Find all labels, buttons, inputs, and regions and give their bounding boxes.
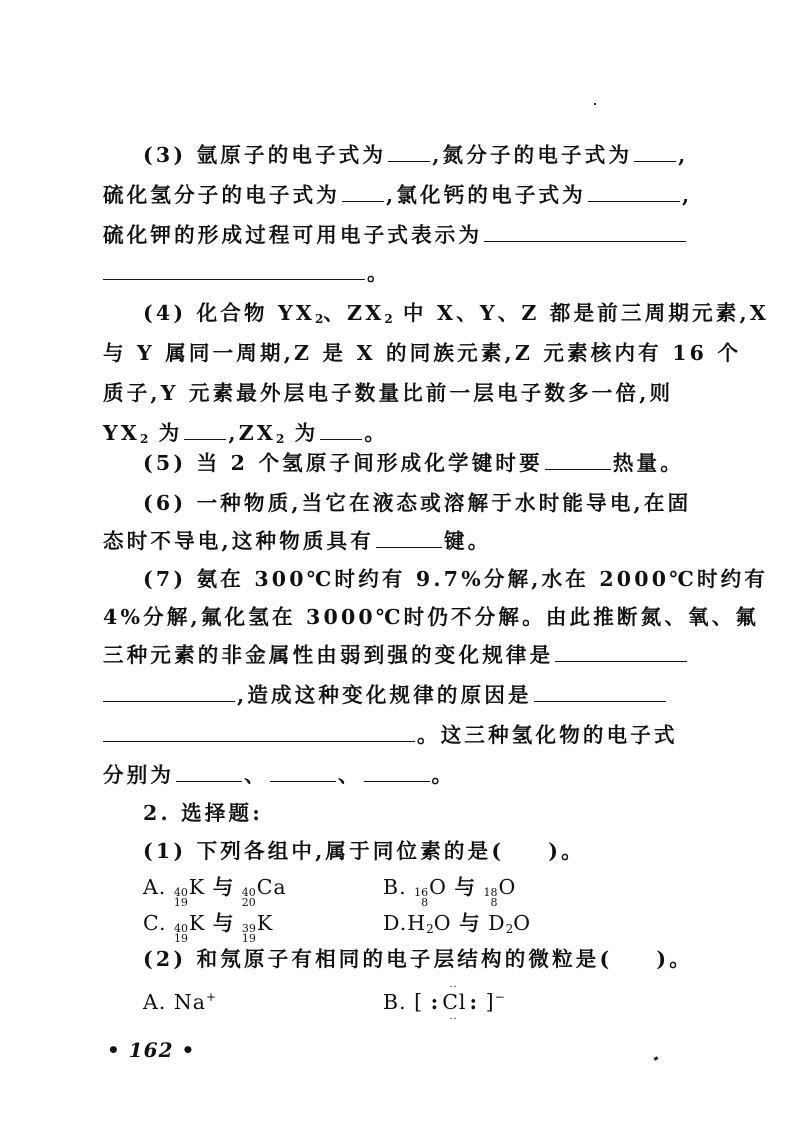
page-number: • 162 • [107, 1038, 196, 1062]
q7-line-6 [103, 760, 455, 790]
q3-text: ,氯化钙的电子式为 [386, 183, 586, 207]
q3-line-3 [103, 220, 688, 250]
element-symbol: K [189, 911, 206, 935]
stem-text: )。 [656, 947, 694, 971]
formula-text: H [407, 911, 427, 935]
joiner-text: 与 [459, 911, 481, 935]
q6-text: (6) 一种物质,当它在液态或溶解于水时能导电,在固 [143, 491, 692, 515]
mass-number: 39 [241, 922, 256, 935]
q4-text: ,ZX [228, 421, 276, 445]
q7-line-3 [103, 640, 689, 670]
q3-line-1 [143, 140, 688, 170]
mc-q1-option-b[interactable] [383, 872, 516, 908]
q4-text: 。 [364, 421, 389, 445]
subscript: 2 [275, 432, 285, 446]
q6-line-2 [103, 526, 491, 556]
section-2-heading [143, 798, 263, 828]
formula-text: O [433, 911, 452, 935]
q4-text: (4) 化合物 YX [143, 301, 315, 325]
document-page [103, 0, 769, 1147]
q7-line-5 [103, 720, 678, 750]
mc-q1-stem [143, 836, 585, 866]
atomic-number: 20 [241, 896, 256, 909]
q6-text: 态时不导电,这种物质具有 [103, 529, 375, 553]
answer-blank[interactable] [103, 681, 235, 702]
stem-text: (1) 下列各组中,属于同位素的是( [143, 839, 505, 863]
atomic-number: 19 [173, 896, 188, 909]
q4-text: 中 X、Y、Z 都是前三周期元素,X [392, 301, 769, 325]
electron-dots: : [430, 990, 440, 1014]
heading-text: 2. 选择题: [143, 801, 264, 825]
option-label: B. [383, 990, 407, 1014]
q3-text: , [681, 183, 693, 207]
q3-text: 硫化氢分子的电子式为 [103, 183, 340, 207]
answer-blank[interactable] [484, 221, 686, 242]
electron-dots: ·· [449, 982, 458, 993]
stem-text: (2) 和氖原子有相同的电子层结构的微粒是( [143, 947, 613, 971]
electron-dots: : [469, 990, 479, 1014]
mc-q1-option-d[interactable] [383, 908, 531, 944]
q7-line-2 [103, 602, 759, 632]
charge-superscript: + [206, 990, 217, 1004]
option-label: A. [143, 990, 167, 1014]
formula-text: D [488, 911, 506, 935]
answer-blank[interactable] [320, 419, 362, 440]
q5-line [143, 448, 684, 478]
lewis-structure [439, 982, 469, 1025]
isotope-notation [484, 888, 498, 908]
q7-line-4 [103, 680, 668, 710]
element-symbol: K [188, 875, 206, 899]
q4-text: 质子,Y 元素最外层电子数量比前一层电子数多一倍,则 [103, 381, 674, 405]
answer-blank[interactable] [376, 527, 442, 548]
q6-text: 键。 [444, 529, 492, 553]
q3-text: (3) 氩原子的电子式为 [143, 143, 387, 167]
mc-q1-option-a[interactable] [143, 872, 287, 908]
answer-blank[interactable] [103, 259, 365, 280]
option-label: C. [143, 911, 167, 935]
q4-text: 为 [148, 421, 183, 445]
q3-line-4 [103, 258, 391, 288]
mass-number: 40 [241, 886, 256, 899]
answer-blank[interactable] [555, 641, 687, 662]
subscript: 2 [139, 432, 149, 446]
q4-text: YX [103, 421, 140, 445]
q3-line-2 [103, 180, 692, 210]
answer-blank[interactable] [545, 449, 611, 470]
q7-text: 。这三种氢化物的电子式 [417, 723, 678, 747]
mass-number: 40 [174, 922, 189, 935]
q7-text: 。 [431, 763, 456, 787]
scan-speck [594, 103, 596, 105]
element-symbol: Cl [442, 990, 467, 1014]
answer-blank[interactable] [103, 721, 415, 742]
stem-text: )。 [548, 839, 585, 863]
q3-text: 硫化钾的形成过程可用电子式表示为 [103, 223, 483, 247]
joiner-text: 与 [454, 875, 476, 899]
option-label: D. [383, 911, 408, 935]
subscript: 2 [314, 312, 324, 326]
isotope-notation [242, 888, 256, 908]
element-symbol: K [256, 911, 274, 935]
electron-dots: ·· [449, 1014, 458, 1025]
atomic-number: 19 [241, 932, 256, 945]
isotope-notation [174, 888, 188, 908]
q7-text: 分别为 [103, 763, 175, 787]
answer-blank[interactable] [342, 181, 384, 202]
mass-number: 16 [414, 886, 429, 899]
isotope-notation [414, 888, 428, 908]
mass-number: 40 [173, 886, 188, 899]
answer-blank[interactable] [176, 761, 242, 782]
q3-text: 。 [367, 261, 391, 285]
atomic-number: 8 [421, 896, 429, 909]
q3-text: ,氮分子的电子式为 [432, 143, 633, 167]
option-label: B. [383, 875, 407, 899]
joiner-text: 与 [212, 911, 235, 935]
subscript: 2 [505, 922, 514, 936]
mc-q2-stem [143, 944, 693, 974]
q7-text: 三种元素的非金属性由弱到强的变化规律是 [103, 643, 554, 667]
q4-line-2 [103, 338, 741, 368]
bracket-open: [ [414, 990, 424, 1014]
mc-q1-option-c[interactable] [143, 908, 273, 944]
formula-text: O [513, 911, 532, 935]
charge-superscript: − [494, 990, 505, 1004]
answer-blank[interactable] [588, 181, 680, 202]
q7-line-1 [143, 564, 768, 594]
element-symbol: O [498, 875, 517, 899]
answer-blank[interactable] [364, 761, 430, 782]
answer-blank[interactable] [184, 419, 226, 440]
mass-number: 18 [483, 886, 498, 899]
atomic-number: 19 [174, 932, 189, 945]
q5-text: (5) 当 2 个氢原子间形成化学键时要 [143, 451, 543, 475]
joiner-text: 与 [212, 875, 235, 899]
q4-text: 与 Y 属同一周期,Z 是 X 的同族元素,Z 元素核内有 16 个 [103, 341, 742, 365]
answer-blank[interactable] [634, 141, 676, 162]
isotope-notation [242, 924, 256, 944]
bracket-close: ] [485, 990, 495, 1014]
atomic-number: 8 [490, 896, 498, 909]
answer-blank[interactable] [388, 141, 430, 162]
q5-text: 热量。 [612, 451, 684, 475]
ion-symbol: Na [173, 990, 207, 1014]
q7-text: 4%分解,氟化氢在 3000℃时仍不分解。由此推断氮、氧、氟 [103, 605, 760, 629]
answer-blank[interactable] [270, 761, 336, 782]
q7-text: ,造成这种变化规律的原因是 [237, 683, 532, 707]
element-symbol: O [429, 875, 447, 899]
q4-text: 、ZX [323, 301, 385, 325]
q6-line-1 [143, 488, 691, 518]
q7-text: 、 [337, 763, 362, 787]
q4-text: 为 [284, 421, 319, 445]
mc-q2-option-b[interactable] [383, 982, 505, 1025]
q3-text: , [678, 143, 689, 167]
option-label: A. [143, 875, 167, 899]
answer-blank[interactable] [534, 681, 666, 702]
element-symbol: Ca [256, 875, 287, 899]
q7-text: (7) 氨在 300℃时约有 9.7%分解,水在 2000℃时约有 [143, 567, 769, 591]
q4-line-1 [143, 298, 769, 334]
subscript: 2 [426, 922, 434, 936]
mc-q2-option-a[interactable] [143, 982, 216, 1017]
subscript: 2 [384, 312, 393, 326]
q4-line-3 [103, 378, 673, 408]
isotope-notation [174, 924, 188, 944]
q7-text: 、 [244, 763, 268, 787]
